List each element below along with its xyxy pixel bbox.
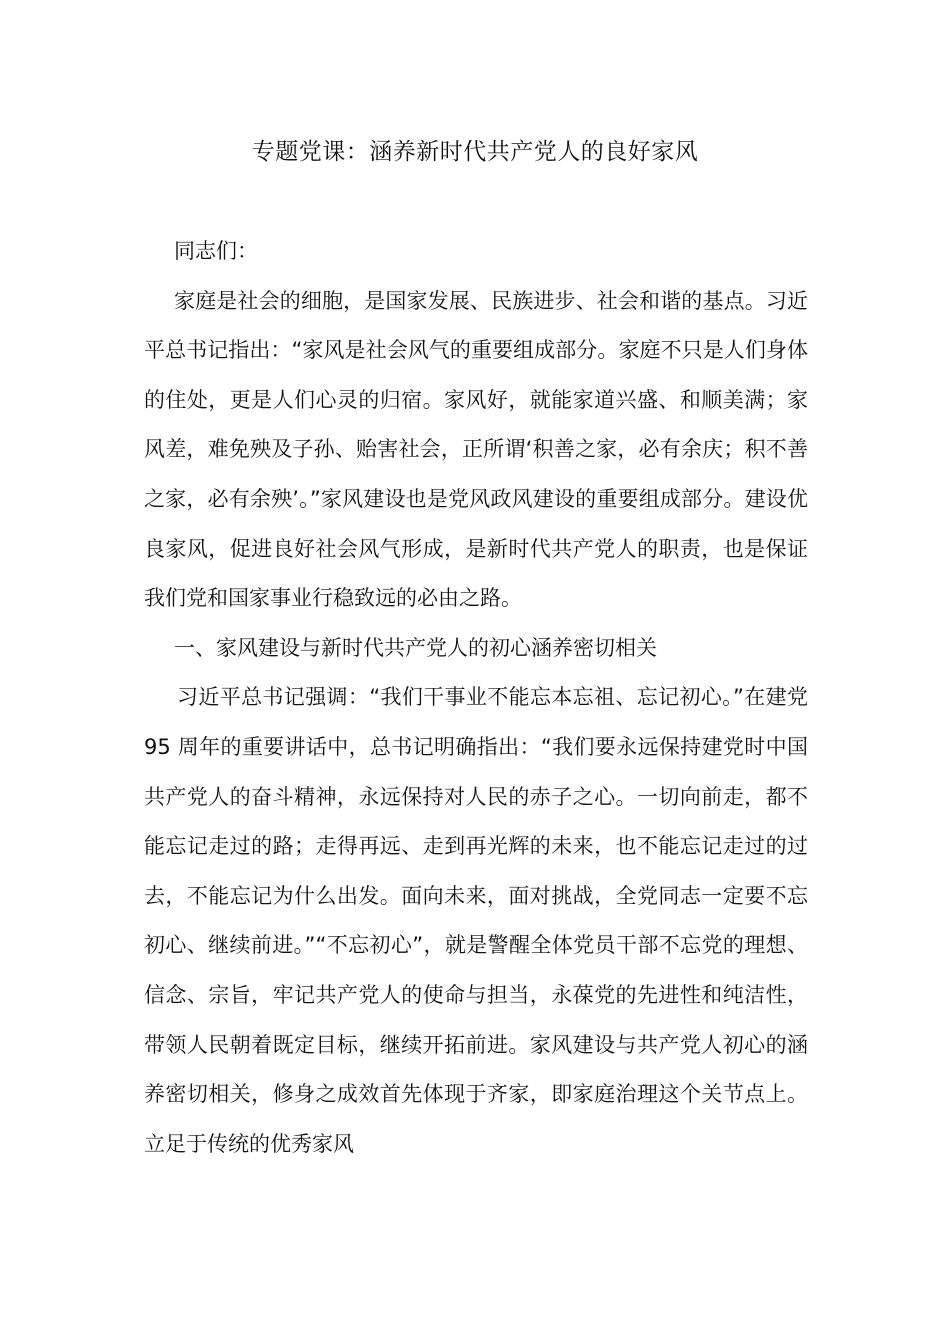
document-title: 专题党课：涵养新时代共产党人的良好家风 — [251, 139, 699, 165]
intro-paragraph: 家庭是社会的细胞，是国家发展、民族进步、社会和谐的基点。习近平总书记指出：“家风是社会风气的重要组成部分。家庭不只是人们身体的住处，更是人们心灵的归宿。家风好，就能家道兴盛、和顺美满；家风差，难免殃及子孙、贻害社会，正所谓‘积善之家，必有余庆；积不善之家，必有余殃’。”家风建设也是党风政风建设的重要组成部分。建设优良家风，促进良好社会风气形成，是新时代共产党人的职责，也是保证我们党和国家事业行稳致远的必由之路。 — [144, 288, 808, 611]
salutation: 同志们： — [174, 239, 258, 263]
section-heading: 一、家风建设与新时代共产党人的初心涵养密切相关 — [174, 635, 657, 660]
document-body — [144, 227, 808, 1169]
section-paragraph: 习近平总书记强调：“我们干事业不能忘本忘祖、忘记初心。”在建党 95 周年的重要讲话中，总书记明确指出：“我们要永远保持建党时中国共产党人的奋斗精神，永远保持对人民的赤子之心。一切向前走，都不能忘记走过的路；走得再远、走到再光辉的未来，也不能忘记走过的过去，不能忘记为什么出发。面向未来，面对挑战，全党同志一定要不忘初心、继续前进。”“不忘初心”，就是警醒全体党员干部不忘党的理想、信念、宗旨，牢记共产党人的使命与担当，永葆党的先进性和纯洁性，带领人民朝着既定目标，继续开拓前进。家风建设与共产党人初心的涵养密切相关，修身之成效首先体现于齐家，即家庭治理这个关节点上。立足于传统的优秀家风 — [144, 685, 808, 1156]
